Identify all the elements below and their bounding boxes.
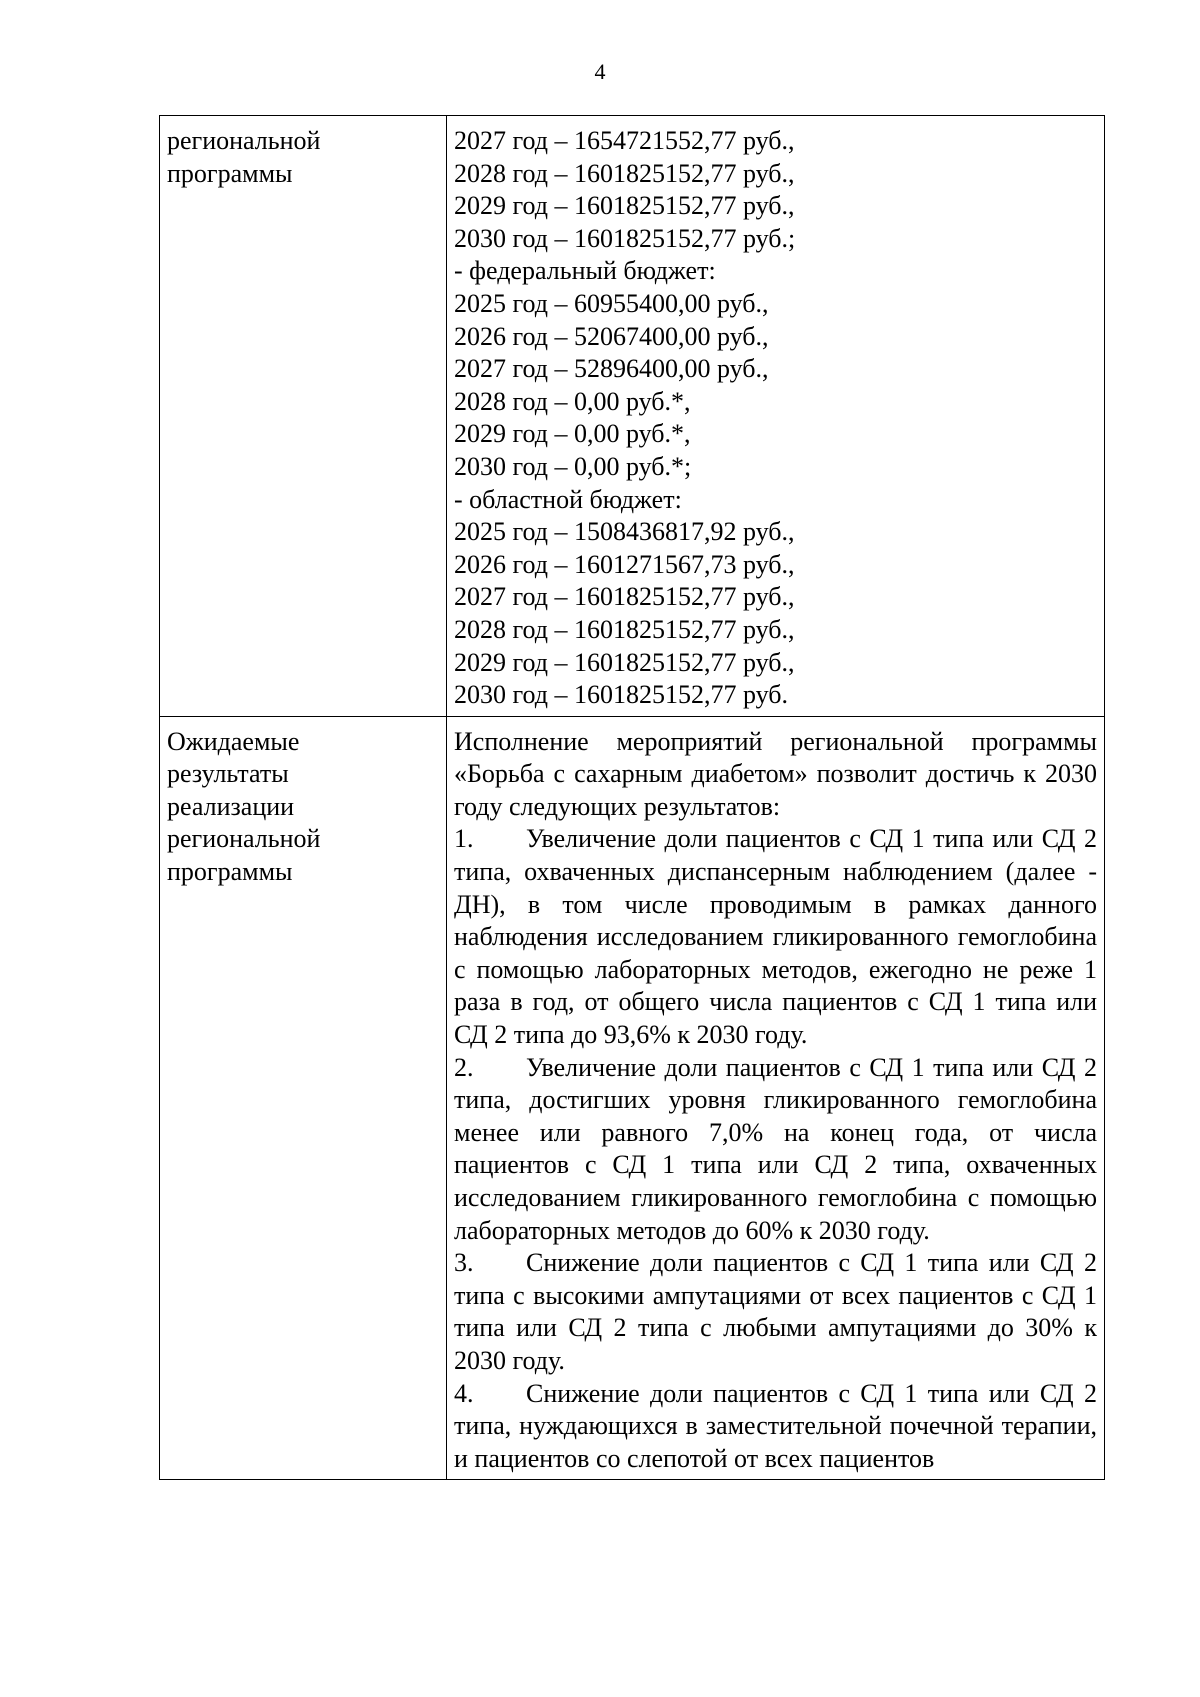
funding-line: - федеральный бюджет:	[454, 256, 716, 286]
funding-line: 2029 год – 1601825152,77 руб.,	[454, 191, 795, 221]
funding-row	[160, 116, 1105, 717]
funding-line: 2025 год – 60955400,00 руб.,	[454, 288, 769, 318]
label-line: реализации	[167, 791, 295, 821]
result-item	[454, 1247, 1097, 1377]
result-item-number: 2.	[454, 1052, 474, 1082]
funding-line: 2027 год – 52896400,00 руб.,	[454, 354, 769, 384]
expected-results-row	[160, 716, 1105, 1480]
funding-line: 2026 год – 1601271567,73 руб.,	[454, 549, 795, 579]
funding-line: 2025 год – 1508436817,92 руб.,	[454, 517, 795, 547]
funding-line: - областной бюджет:	[454, 484, 682, 514]
result-item-text: Снижение доли пациентов с СД 1 типа или СД 2 типа с высокими ампутациями от всех пациентов с СД 1 типа или СД 2 типа с любыми ампутациями до 30% к 2030 году.	[454, 1248, 1097, 1375]
label-line: региональной	[167, 824, 321, 854]
result-item	[454, 1378, 1097, 1476]
results-label-cell	[160, 716, 447, 1480]
result-item-number: 4.	[454, 1378, 474, 1408]
funding-line: 2028 год – 0,00 руб.*,	[454, 386, 691, 416]
page-number: 4	[594, 59, 606, 84]
result-item-text: Увеличение доли пациентов с СД 1 типа или СД 2 типа, достигших уровня гликированного гемоглобина менее или равного 7,0% на конец года, от числа пациентов с СД 1 типа или СД 2 типа, охваченных исследованием гликированного гемоглобина с помощью лабораторных методов до 60% к 2030 году.	[454, 1052, 1097, 1245]
funding-line: 2027 год – 1601825152,77 руб.,	[454, 582, 795, 612]
funding-line: 2029 год – 1601825152,77 руб.,	[454, 647, 795, 677]
program-passport-table	[159, 115, 1105, 1480]
funding-line: 2027 год – 1654721552,77 руб.,	[454, 126, 795, 155]
results-intro: Исполнение мероприятий региональной программы «Борьба с сахарным диабетом» позволит достичь к 2030 году следующих результатов:	[454, 726, 1097, 821]
label-line: программы	[167, 158, 293, 188]
result-item-number: 1.	[454, 824, 474, 854]
result-item-text: Снижение доли пациентов с СД 1 типа или СД 2 типа, нуждающихся в заместительной почечной терапии, и пациентов со слепотой от всех пациентов	[454, 1378, 1097, 1473]
result-item	[454, 1052, 1097, 1248]
label-line: Ожидаемые	[167, 726, 300, 756]
funding-line: 2028 год – 1601825152,77 руб.,	[454, 158, 795, 188]
funding-line: 2029 год – 0,00 руб.*,	[454, 419, 691, 449]
label-line: результаты	[167, 759, 289, 789]
funding-line: 2030 год – 0,00 руб.*;	[454, 451, 692, 481]
funding-value-cell	[447, 116, 1105, 717]
funding-line: 2030 год – 1601825152,77 руб.;	[454, 223, 796, 253]
result-item-number: 3.	[454, 1248, 474, 1278]
result-item-text: Увеличение доли пациентов с СД 1 типа или СД 2 типа, охваченных диспансерным наблюдением (далее - ДН), в том числе проводимым в рамках данного наблюдения исследованием гликированного гемоглобина с помощью лабораторных методов, ежегодно не реже 1 раза в год, от общего числа пациентов с СД 1 типа или СД 2 типа до 93,6% к 2030 году.	[454, 824, 1097, 1050]
funding-line: 2026 год – 52067400,00 руб.,	[454, 321, 769, 351]
label-line: региональной	[167, 126, 321, 155]
funding-label-cell	[160, 116, 447, 717]
label-line: программы	[167, 857, 293, 887]
funding-line: 2028 год – 1601825152,77 руб.,	[454, 614, 795, 644]
result-item	[454, 823, 1097, 1051]
results-value-cell	[447, 716, 1105, 1480]
funding-line: 2030 год – 1601825152,77 руб.	[454, 680, 789, 710]
